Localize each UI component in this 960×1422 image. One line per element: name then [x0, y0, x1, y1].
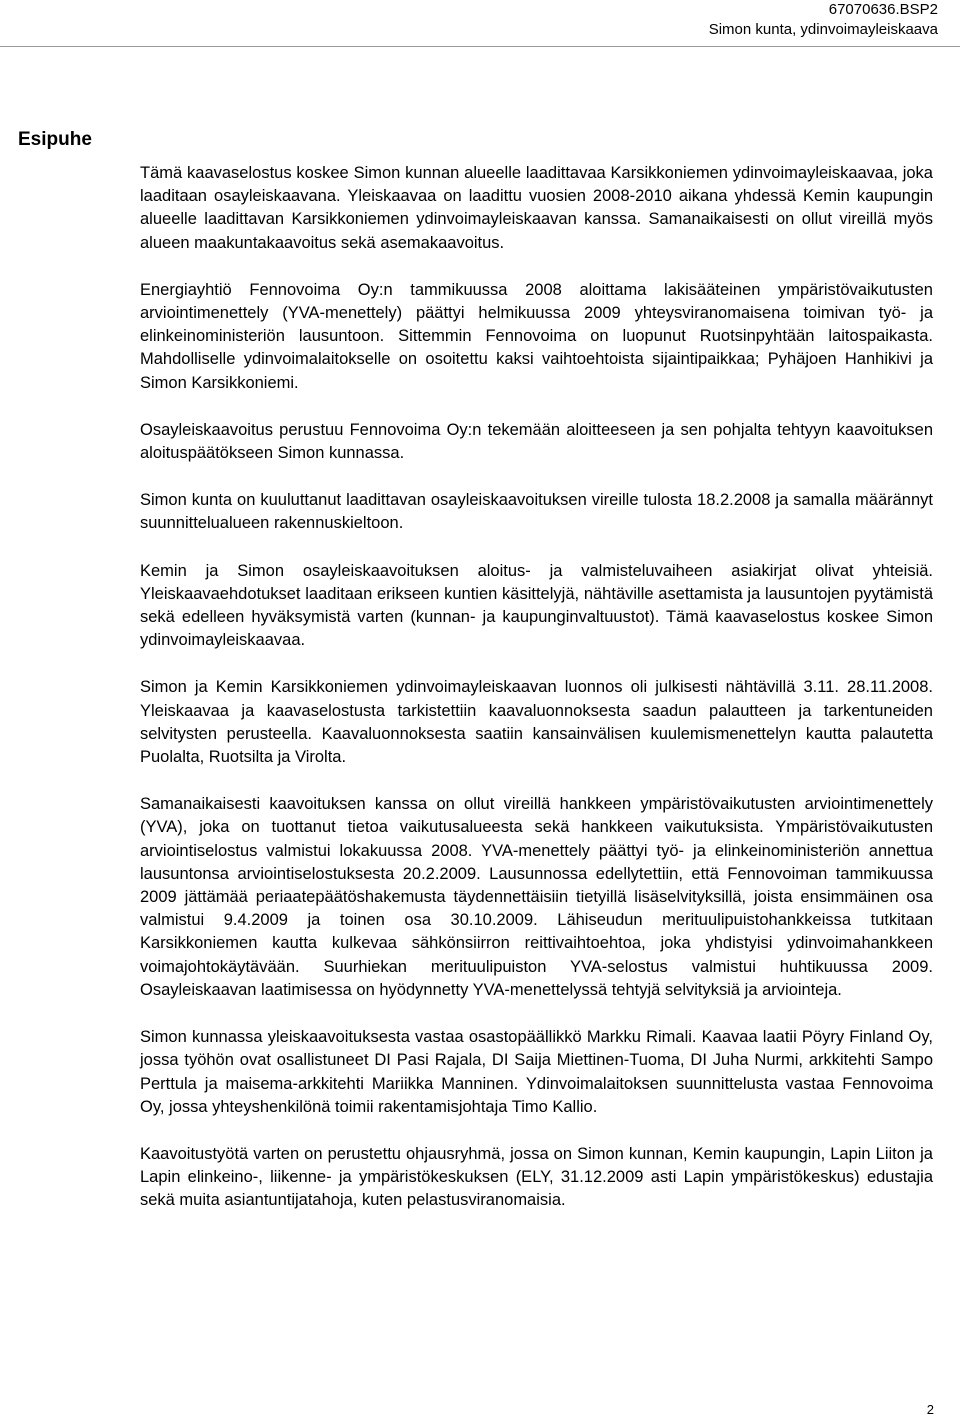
paragraph-2: Energiayhtiö Fennovoima Oy:n tammikuussa 2008 aloittama lakisääteinen ympäristövaikutusten arviointimenettely (YVA-menettely) päättyi helmikuussa 2009 yhteysviranomaisena toimivan työ- ja elinkeinoministeriön lausuntoon. Sittemmin Fennovoima on luopunut Ruotsinpyhtään laitospaikasta. Mahdolliselle ydinvoimalaitokselle on osoitettu kaksi vaihtoehtoista sijaintipaikkaa; Pyhäjoen Hanhikivi ja Simon Karsikkoniemi. [140, 280, 933, 392]
section-heading: Esipuhe [18, 129, 92, 150]
paragraph-5: Kemin ja Simon osayleiskaavoituksen aloitus- ja valmisteluvaiheen asiakirjat olivat yhteisiä. Yleiskaavaehdotukset laaditaan erikseen kuntien käsittelyjä, nähtäville asettamista ja lausuntojen pyytämistä sekä edelleen hyväksymistä varten (kunnan- ja kaupunginvaltuustot). Tämä kaavaselostus koskee Simon ydinvoimayleiskaavaa. [140, 561, 933, 650]
body-text [140, 162, 933, 1237]
paragraph-6: Simon ja Kemin Karsikkoniemen ydinvoimayleiskaavan luonnos oli julkisesti nähtävillä 3.11. 28.11.2008. Yleiskaavaa ja kaavaselostusta tarkistettiin kaavaluonnoksesta saadun palautteen ja tarkentuneiden selvitysten perusteella. Kaavaluonnoksesta saatiin kansainvälisen kuulemismenettelyn kautta palautetta Puolalta, Ruotsilta ja Virolta. [140, 678, 933, 767]
document-code: 67070636.BSP2 [828, 1, 938, 18]
header-divider [0, 46, 960, 47]
page-number: 2 [926, 1402, 934, 1417]
page-header [709, 0, 938, 40]
paragraph-7: Samanaikaisesti kaavoituksen kanssa on ollut vireillä hankkeen ympäristövaikutusten arviointimenettely (YVA), joka on tuottanut tietoa vaikutusalueesta sekä hankkeen vaikutuksista. Ympäristövaikutusten arviointiselostus valmistui lokakuussa 2008. YVA-menettely päättyi työ- ja elinkeinoministeriön annettua lausuntonsa arviointiselostuksesta 20.2.2009. Lausunnossa edellytettiin, että Fennovoiman tammikuussa 2009 jättämää periaatepäätöshakemusta täydennettäisiin tietyillä lisäselvityksillä, joista ensimmäinen osa valmistui 9.4.2009 ja toinen osa 30.10.2009. Lähiseudun merituulipuistohankkeissa tutkitaan Karsikkoniemen kautta kulkevaa sähkönsiirron reittivaihtoehtoa, joka yhdistyisi ydinvoimahankkeen voimajohtokäytävään. Suurhiekan merituulipuiston YVA-selostus valmistui huhtikuussa 2009. Osayleiskaavan laatimisessa on hyödynnetty YVA-menettelyssä tehtyjä selvityksiä ja arviointeja. [140, 795, 933, 999]
paragraph-4: Simon kunta on kuuluttanut laadittavan osayleiskaavoituksen vireille tulosta 18.2.2008 ja samalla määrännyt suunnittelualueen rakennuskieltoon. [140, 491, 933, 533]
paragraph-3: Osayleiskaavoitus perustuu Fennovoima Oy:n tekemään aloitteeseen ja sen pohjalta tehtyyn kaavoituksen aloituspäätökseen Simon kunnassa. [140, 420, 933, 463]
paragraph-8: Simon kunnassa yleiskaavoituksesta vastaa osastopäällikkö Markku Rimali. Kaavaa laatii Pöyry Finland Oy, jossa työhön ovat osallistuneet DI Pasi Rajala, DI Saija Miettinen-Tuoma, DI Juha Nurmi, arkkitehti Sampo Perttula ja maisema-arkkitehti Mariikka Manninen. Ydinvoimalaitoksen suunnittelusta vastaa Fennovoima Oy, jossa yhteyshenkilönä toimii rakentamisjohtaja Timo Kallio. [140, 1028, 933, 1116]
document-title: Simon kunta, ydinvoimayleiskaava [708, 21, 938, 38]
paragraph-1: Tämä kaavaselostus koskee Simon kunnan alueelle laadittavaa Karsikkoniemen ydinvoimayleiskaavaa, joka laaditaan osayleiskaavana. Yleiskaavaa on laadittu vuosien 2008-2010 aikana yhdessä Kemin kaupungin alueelle laadittavan Karsikkoniemen ydinvoimayleiskaavan kanssa. Samanaikaisesti on ollut vireillä myös alueen maakuntakaavoitus sekä asemakaavoitus. [140, 164, 933, 252]
paragraph-9: Kaavoitustyötä varten on perustettu ohjausryhmä, jossa on Simon kunnan, Kemin kaupungin, Lapin Liiton ja Lapin elinkeino-, liikenne- ja ympäristökeskuksen (ELY, 31.12.2009 asti Lapin ympäristökeskus) edustajia sekä muita asiantuntijatahoja, kuten pelastusviranomaisia. [140, 1144, 933, 1210]
